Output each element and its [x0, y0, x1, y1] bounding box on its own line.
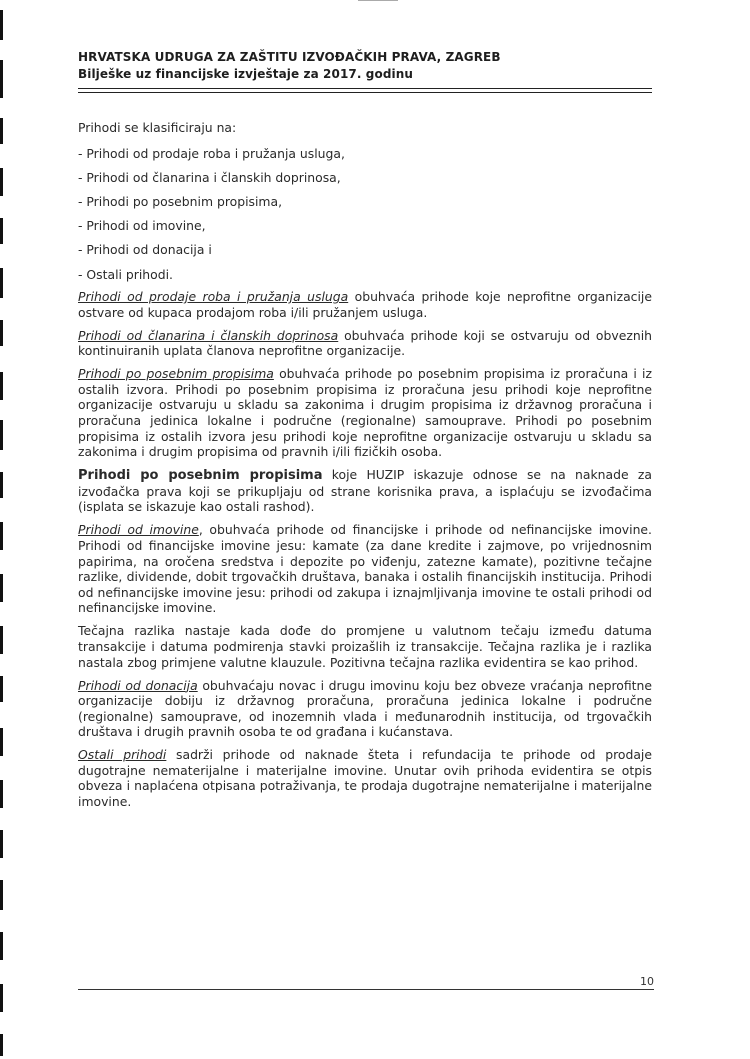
term-other: Ostali prihodi: [78, 747, 167, 763]
list-item: - Prihodi od donacija i: [78, 242, 212, 258]
paragraph-property-income: [78, 522, 652, 616]
paragraph-text: obuhvaća prihode po posebnim propisima iz proračuna i iz ostalih izvora. Prihodi po posebnim propisima iz proračuna jesu prihodi koje neprofitne organizacije ostvaruju u skladu sa zakonima i drugim propisima iz državnog proračuna i proračuna jedinica lokalne i područne (regionalne) samouprave. Prihodi po posebnim propisima iz ostalih izvora jesu prihodi koje neprofitne organizacije ostvaruju u skladu sa zakonima i drugim propisima od pravnih i/ili fizičkih osoba.: [78, 366, 652, 460]
paragraph-text: obuhvaća prihode koje neprofitne organizacije ostvare od kupaca prodajom roba i/ili pružanjem usluga.: [78, 289, 652, 320]
scan-mark: [358, 0, 398, 1]
paragraph-text: koje HUZIP iskazuje odnose se na naknade za izvođačka prava koji se prikupljaju od strane korisnika prava, a isplaćuju se izvođačima (isplata se iskazuje kao ostali rashod).: [78, 467, 652, 515]
paragraph-text: , obuhvaća prihode od financijske i prihode od nefinancijske imovine. Prihodi od financijske imovine jesu: kamate (za dane kredite i zajmove, po vrijednosnim papirima, na oročena sredstva i depozite po viđenju, zatezne kamate), pozitivne tečajne razlike, dividende, dobit trgovačkih društava, banaka i ostalih financijskih institucija. Prihodi od nefinancijske imovine jesu: prihodi od zakupa i iznajmljivanja imovine te ostali prihodi od nefinancijske imovine.: [78, 522, 652, 616]
document-body: [78, 120, 652, 817]
paragraph-text: obuhvaća prihode koji se ostvaruju od obveznih kontinuiranih uplata članova neprofitne organizacije.: [78, 327, 652, 359]
header-rule-top: [78, 88, 652, 89]
paragraph-special-regulations: [78, 366, 652, 460]
paragraph-membership-income: [78, 328, 652, 359]
paragraph-donations: [78, 678, 652, 740]
paragraph-text: obuhvaćaju novac i drugu imovinu koju bez obveze vraćanja neprofitne organizacije dobiju iz državnog proračuna, proračuna jedinica lokalne i područne (regionalne) samouprave, od inozemnih vlada i međunarodnih institucija, od trgovačkih društava i drugih pravnih osoba te od građana i kućanstava.: [78, 677, 652, 740]
term-sales: Prihodi od prodaje roba i pružanja usluga: [78, 289, 349, 305]
list-item: - Ostali prihodi.: [78, 266, 173, 282]
paragraph-huzip-income: [78, 467, 652, 515]
list-item: - Prihodi od imovine,: [78, 218, 206, 234]
binding-marks: [0, 0, 8, 1059]
term-membership: Prihodi od članarina i članskih doprinosa: [78, 327, 339, 343]
list-item: - Prihodi po posebnim propisima,: [78, 193, 283, 209]
document-header: [78, 49, 652, 83]
page-number: 10: [640, 975, 654, 988]
list-item: - Prihodi od prodaje roba i pružanja usluga,: [78, 145, 345, 161]
paragraph-text: sadrži prihode od naknade šteta i refundacija te prihode od prodaje dugotrajne nematerijalne i materijalne imovine. Unutar ovih prihoda evidentira se otpis obveza i naplaćena otpisana potraživanja, te prodaja dugotrajne nematerijalne i materijalne imovine.: [78, 747, 652, 810]
term-donations: Prihodi od donacija: [78, 677, 198, 693]
header-subtitle: Bilješke uz financijske izvještaje za 2017. godinu: [78, 67, 414, 81]
term-property: Prihodi od imovine: [78, 522, 199, 538]
income-list: [78, 146, 652, 283]
list-item: - Prihodi od članarina i članskih doprinosa,: [78, 169, 341, 185]
paragraph-sales-income: [78, 289, 652, 320]
intro-text: Prihodi se klasificiraju na:: [78, 120, 237, 135]
header-rule-bottom: [78, 92, 652, 93]
footer-rule: [78, 989, 654, 990]
term-special-regulations-bold: Prihodi po posebnim propisima: [78, 468, 323, 484]
term-special-regulations: Prihodi po posebnim propisima: [78, 366, 274, 382]
paragraph-exchange-difference: Tečajna razlika nastaje kada dođe do promjene u valutnom tečaju između datuma transakcije i datuma podmirenja stavki proizašlih iz transakcije. Tečajna razlika je i razlika nastala zbog primjene valutne klauzule. Pozitivna tečajna razlika evidentira se kao prihod.: [78, 623, 652, 670]
paragraph-other-income: [78, 747, 652, 809]
header-organization: HRVATSKA UDRUGA ZA ZAŠTITU IZVOĐAČKIH PRAVA, ZAGREB: [78, 50, 501, 64]
